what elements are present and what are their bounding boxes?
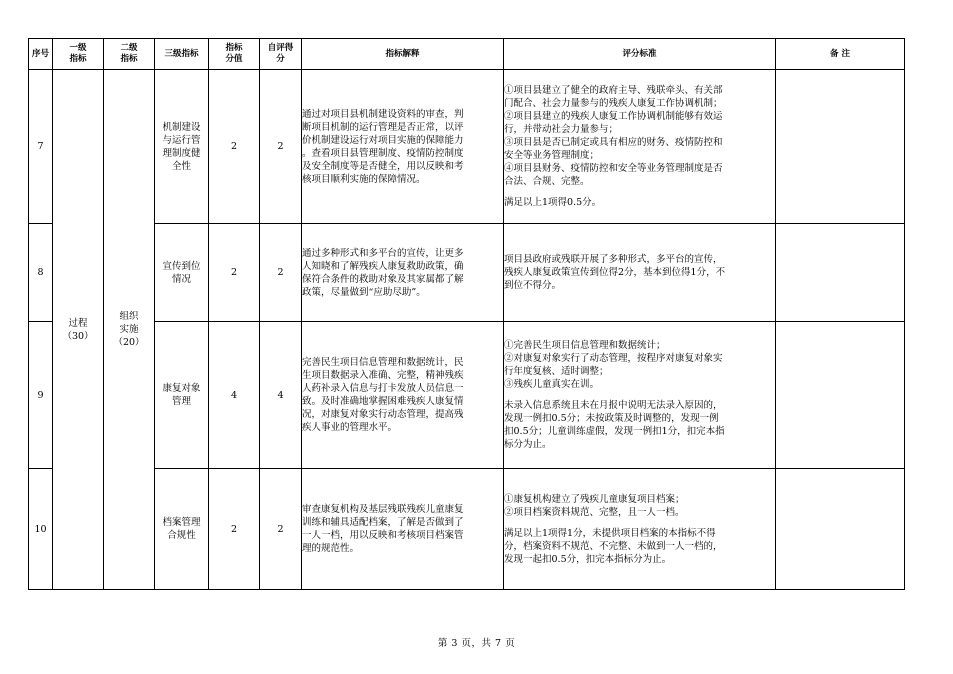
level3-indicator: 康复对象 管理: [155, 322, 209, 469]
indicator-score: 2: [209, 469, 260, 590]
level1-indicator: 过程 （30）: [53, 70, 104, 590]
indicator-score: 2: [209, 224, 260, 322]
table-row: [29, 70, 905, 224]
indicator-score: 4: [209, 322, 260, 469]
self-score: 2: [260, 469, 302, 590]
level3-indicator: 宣传到位 情况: [155, 224, 209, 322]
header-self-score: 自评得 分: [260, 39, 302, 70]
scoring-criteria: ①康复机构建立了残疾儿童康复项目档案； ②项目档案资料规范、完整，且一人一档。 满足以上1项得1分，未提供项目档案的本指标不得 分，档案资料不规范、不完整、未做到一人一档的， 发现一起扣0.5分，扣完本指标分为止。: [504, 469, 776, 590]
table-row: [29, 469, 905, 590]
indicator-explanation: 完善民生项目信息管理和数据统计，民 生项目数据录入准确、完整，精神残疾 人药补录入信息与打卡发放人员信息一 致。及时准确地掌握困难残疾人康复情 况，对康复对象实行动态管理，提高残 疾人事业的管理水平。: [302, 322, 504, 469]
level2-indicator: 组织 实施 （20）: [104, 70, 155, 590]
row-number: 8: [29, 224, 53, 322]
remarks-cell: [776, 224, 905, 322]
table-row: [29, 224, 905, 322]
header-level1: 一级 指标: [53, 39, 104, 70]
header-criteria: 评分标准: [504, 39, 776, 70]
header-remarks: 备 注: [776, 39, 905, 70]
page-footer: 第 3 页，共 7 页: [437, 638, 516, 649]
self-score: 4: [260, 322, 302, 469]
header-row: [29, 39, 905, 70]
scoring-criteria: 项目县政府或残联开展了多种形式，多平台的宣传， 残疾人康复政策宣传到位得2分，基本到位得1分，不 到位不得分。: [504, 224, 776, 322]
indicator-explanation: 审查康复机构及基层残联残疾儿童康复 训练和辅具适配档案，了解是否做到了 一人一档，用以反映和考核项目档案管 理的规范性。: [302, 469, 504, 590]
scoring-criteria: ①项目县建立了健全的政府主导、残联牵头、有关部 门配合、社会力量参与的残疾人康复工作协调机制； ②项目县建立的残疾人康复工作协调机制能够有效运 行，并带动社会力量参与； ③项目县是否已制定或具有相应的财务、疫情防控和 安全等业务管理制度； ④项目县财务、疫情防控和安全等业务管理制度是否 合法、合规、完整。 满足以上1项得0.5分。: [504, 70, 776, 224]
self-score: 2: [260, 224, 302, 322]
row-number: 9: [29, 322, 53, 469]
evaluation-table: [28, 38, 905, 590]
header-explain: 指标解释: [302, 39, 504, 70]
header-no: 序号: [29, 39, 53, 70]
row-number: 7: [29, 70, 53, 224]
header-level2: 二级 指标: [104, 39, 155, 70]
level3-indicator: 机制建设 与运行管 理制度健 全性: [155, 70, 209, 224]
level3-indicator: 档案管理 合规性: [155, 469, 209, 590]
row-number: 10: [29, 469, 53, 590]
remarks-cell: [776, 70, 905, 224]
indicator-explanation: 通过对项目县机制建设资料的审查，判 断项目机制的运行管理是否正常，以评 价机制建设运行对项目实施的保障能力 。查看项目县管理制度、疫情防控制度 及安全制度等是否健全，用以反映和考 核项目顺利实施的保障情况。: [302, 70, 504, 224]
indicator-explanation: 通过多种形式和多平台的宣传，让更多 人知晓和了解残疾人康复救助政策，确 保符合条件的救助对象及其家属都了解 政策，尽量做到“应助尽助”。: [302, 224, 504, 322]
scoring-criteria: ①完善民生项目信息管理和数据统计； ②对康复对象实行了动态管理，按程序对康复对象实 行年度复核、适时调整； ③残疾儿童真实在训。 未录入信息系统且未在月报中说明无法录入原因的， 发现一例扣0.5分；未按政策及时调整的，发现一例 扣0.5分；儿童训练虚假，发现一例扣1分，扣完本指 标分为止。: [504, 322, 776, 469]
header-score: 指标 分值: [209, 39, 260, 70]
indicator-score: 2: [209, 70, 260, 224]
remarks-cell: [776, 469, 905, 590]
self-score: 2: [260, 70, 302, 224]
table-row: [29, 322, 905, 469]
remarks-cell: [776, 322, 905, 469]
header-level3: 三级指标: [155, 39, 209, 70]
